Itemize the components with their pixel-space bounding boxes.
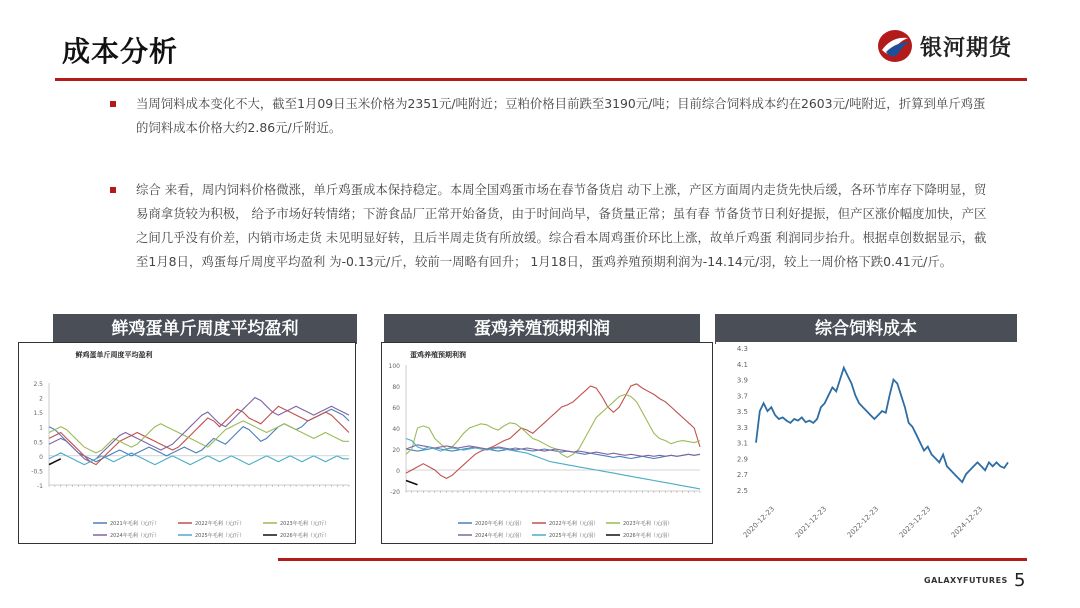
chart-feed-cost: [716, 342, 1017, 544]
y-tick-label: 3.7: [736, 392, 748, 401]
legend-label: 2024年毛利（元/羽）: [475, 533, 525, 539]
y-tick-label: 3.3: [736, 423, 748, 432]
galaxy-logo-icon: [876, 28, 914, 64]
chart-egg-profit: [18, 342, 356, 544]
y-tick-label: 2.7: [736, 471, 748, 480]
legend-label: 2025年毛利（元/斤）: [195, 533, 245, 539]
y-tick-label: 100: [388, 363, 400, 370]
x-tick-label: 2024-12-23: [949, 504, 985, 540]
y-tick-label: 0: [396, 468, 400, 475]
bullet-text: 当周饲料成本变化不大，截至1月09日玉米价格为2351元/吨附近；豆粕价格目前跌至3190元/吨；目前综合饲料成本约在2603元/吨附近，折算到单斤鸡蛋的饲料成本价格大约2.86元/斤附近。: [136, 96, 986, 135]
chart-inner-title: 鲜鸡蛋单斤周度平均盈利: [75, 351, 153, 359]
series-line: [406, 384, 700, 479]
series-line: [49, 409, 349, 462]
x-tick-label: 2020-12-23: [741, 504, 777, 540]
y-tick-label: 2.5: [33, 381, 43, 388]
y-tick-label: 3.5: [736, 408, 748, 417]
y-tick-label: 4.1: [736, 360, 748, 369]
legend-label: 2020年毛利（元/羽）: [475, 521, 525, 527]
panel-title-layer-profit: 蛋鸡养殖预期利润: [384, 314, 700, 344]
legend-label: 2023年毛利（元/羽）: [623, 521, 673, 527]
legend-label: 2022年毛利（元/斤）: [195, 521, 245, 527]
y-tick-label: 2: [39, 395, 43, 403]
y-tick-label: 0.5: [33, 439, 43, 447]
y-tick-label: 60: [392, 405, 400, 412]
series-line: [49, 459, 61, 465]
y-tick-label: 40: [392, 426, 400, 433]
x-tick-label: 2022-12-23: [845, 504, 881, 540]
y-tick-label: -1: [37, 483, 43, 490]
y-tick-label: 3.1: [736, 439, 748, 448]
legend-label: 2026年毛利（元/斤）: [280, 533, 330, 539]
legend-label: 2024年毛利（元/斤）: [110, 533, 160, 539]
legend-label: 2021年毛利（元/斤）: [110, 521, 160, 527]
y-tick-label: 1: [39, 424, 43, 432]
legend-label: 2025年毛利（元/羽）: [549, 533, 599, 539]
chart-inner-title: 蛋鸡养殖预期利润: [410, 351, 466, 359]
legend-label: 2023年毛利（元/斤）: [280, 521, 330, 527]
page-title: 成本分析: [62, 35, 179, 68]
y-tick-label: 80: [392, 384, 400, 391]
chart-egg-profit-svg: [19, 343, 355, 543]
y-tick-label: -0.5: [31, 468, 43, 476]
company-logo: [876, 28, 1012, 64]
series-line: [49, 421, 349, 453]
y-tick-label: 3.9: [736, 376, 748, 385]
bullet-market-summary: [110, 178, 990, 274]
bullet-feed-cost: [110, 92, 990, 140]
series-line: [49, 453, 349, 465]
y-tick-label: 20: [392, 447, 400, 454]
series-line: [756, 368, 1008, 482]
footer-divider: [278, 558, 1027, 561]
y-tick-label: 1.5: [33, 410, 43, 418]
y-tick-label: 2.5: [736, 487, 748, 495]
footer-brand: GALAXYFUTURES: [924, 576, 1008, 585]
panel-title-egg-profit: 鲜鸡蛋单斤周度平均盈利: [53, 314, 357, 344]
legend-label: 2022年毛利（元/羽）: [549, 521, 599, 527]
chart-layer-profit: [381, 342, 713, 544]
bullet-marker-icon: [110, 187, 116, 193]
chart-feed-cost-svg: [716, 342, 1017, 544]
legend-label: 2026年毛利（元/羽）: [623, 533, 673, 539]
bullet-text: 综合 来看，周内饲料价格微涨，单斤鸡蛋成本保持稳定。本周全国鸡蛋市场在春节备货启 动下上涨，产区方面周内走货先快后缓，各环节库存下降明显，贸易商拿货较为积极， 给予市场好转情绪；下游食品厂正常开始备货，由于时间尚早，备货量正常；虽有春 节备货节日利好提振，但产区涨价幅度加快，产区之间几乎没有价差，内销市场走货 未见明显好转，且后半周走货有所放缓。综合看本周鸡蛋价环比上涨，故单斤鸡蛋 利润同步抬升。根据卓创数据显示，截至1月8日，鸡蛋每斤周度平均盈利 为-0.13元/斤，较前一周略有回升； 1月18日，蛋鸡养殖预期利润为-14.14元/羽，较上一周价格下跌0.41元/斤。: [136, 182, 987, 269]
logo-text: 银河期货: [920, 35, 1013, 61]
header-divider: [55, 78, 1027, 81]
series-line: [406, 481, 418, 485]
y-tick-label: -20: [390, 489, 400, 496]
y-tick-label: 2.9: [736, 455, 748, 464]
page-number: 5: [1014, 570, 1026, 591]
chart-layer-profit-svg: [382, 343, 712, 543]
y-tick-label: 0: [39, 453, 43, 461]
y-tick-label: 4.3: [736, 345, 748, 353]
bullet-marker-icon: [110, 101, 116, 107]
panel-title-feed-cost: 综合饲料成本: [715, 314, 1017, 344]
x-tick-label: 2021-12-23: [793, 504, 829, 540]
summary-bullets: [110, 92, 990, 274]
x-tick-label: 2023-12-23: [897, 504, 933, 540]
